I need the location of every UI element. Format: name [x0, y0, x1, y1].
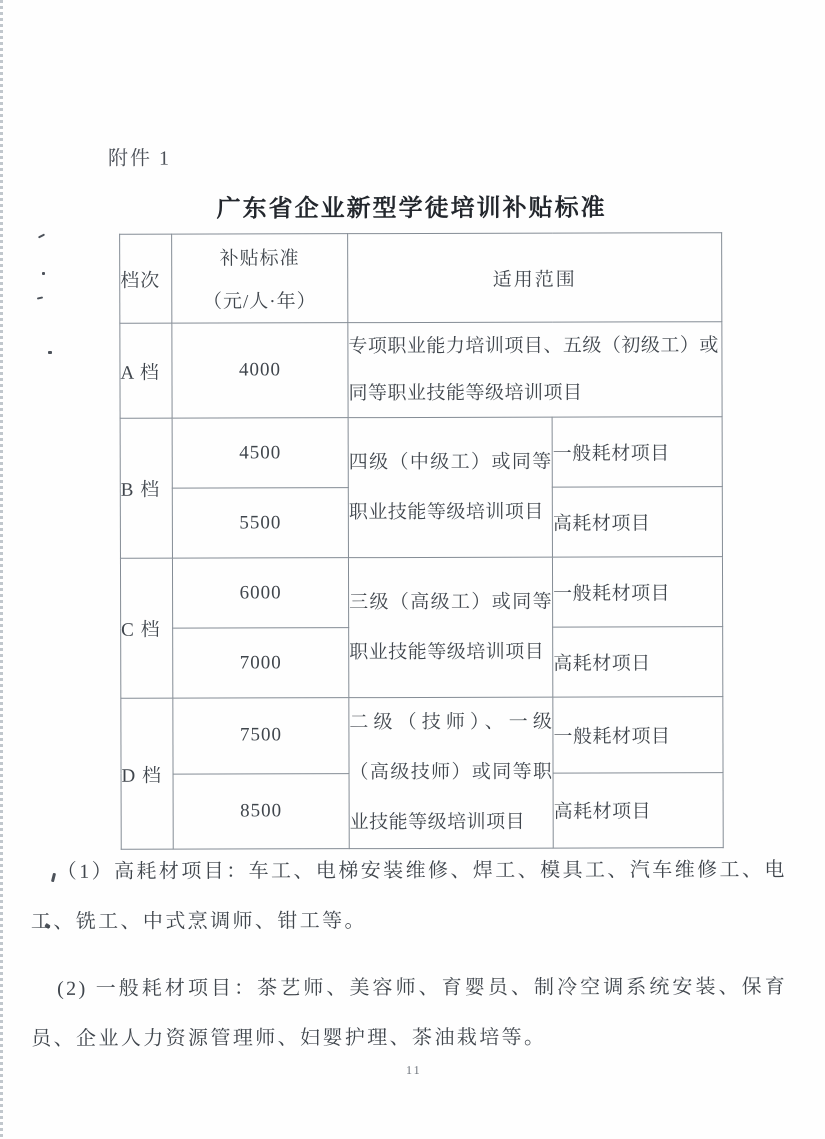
type-cell-c1: 一般耗材项目 [552, 557, 722, 627]
scope-cell-d: 二级（技师）、一级（高级技师）或同等职业技能等级培训项目 [349, 697, 553, 849]
footnote-high-consumable: （1）高耗材项目：车工、电梯安装维修、焊工、模具工、汽车维修工、电工、铣工、中式烹调师、钳工等。 [30, 859, 787, 934]
header-cell-scope: 适用范围 [348, 233, 722, 323]
grade-cell-c: C 档 [120, 558, 172, 698]
amount-cell-d1: 7500 [173, 698, 349, 774]
table-row-b1 [120, 417, 722, 489]
scope-cell-a: 专项职业能力培训项目、五级（初级工）或同等职业技能等级培训项目 [348, 322, 722, 418]
footnote-general-consumable: (2) 一般耗材项目：茶艺师、美容师、育婴员、制冷空调系统安装、保育员、企业人力资源管理师、妇婴护理、茶油栽培等。 [31, 976, 788, 1050]
header-subsidy-line1: 补贴标准 [219, 248, 300, 270]
amount-cell-d2: 8500 [173, 773, 349, 849]
amount-cell-c2: 7000 [173, 628, 349, 698]
document-title: 广东省企业新型学徒培训补贴标准 [216, 195, 607, 223]
type-cell-d2: 高耗材项目 [553, 772, 723, 848]
scope-cell-b: 四级（中级工）或同等职业技能等级培训项目 [348, 417, 552, 558]
header-cell-subsidy [172, 234, 348, 323]
header-cell-grade: 档次 [120, 234, 172, 323]
type-cell-b1: 一般耗材项目 [552, 417, 722, 487]
table-row-d1 [121, 697, 723, 774]
table-row-a [120, 322, 722, 419]
table-header-row [120, 233, 722, 324]
grade-cell-d: D 档 [121, 698, 173, 849]
amount-cell-b2: 5500 [172, 488, 348, 558]
attachment-label: 附件 1 [107, 147, 171, 170]
grade-cell-a: A 档 [120, 323, 172, 418]
type-cell-c2: 高耗材项日 [553, 627, 723, 697]
amount-cell-a: 4000 [172, 323, 348, 418]
amount-cell-c1: 6000 [172, 558, 348, 628]
amount-cell-b1: 4500 [172, 418, 348, 488]
table-row-c1 [120, 557, 722, 629]
scope-cell-c: 三级（高级工）或同等职业技能等级培训项目 [348, 557, 552, 698]
type-cell-b2: 高耗材项目 [552, 487, 722, 557]
page-number: 11 [406, 1062, 422, 1078]
grade-cell-b: B 档 [120, 418, 172, 558]
subsidy-standards-table [119, 232, 724, 850]
header-subsidy-line2: （元/人·年） [202, 291, 317, 313]
footnotes [31, 845, 788, 1064]
type-cell-d1: 一般耗材项目 [553, 697, 723, 773]
